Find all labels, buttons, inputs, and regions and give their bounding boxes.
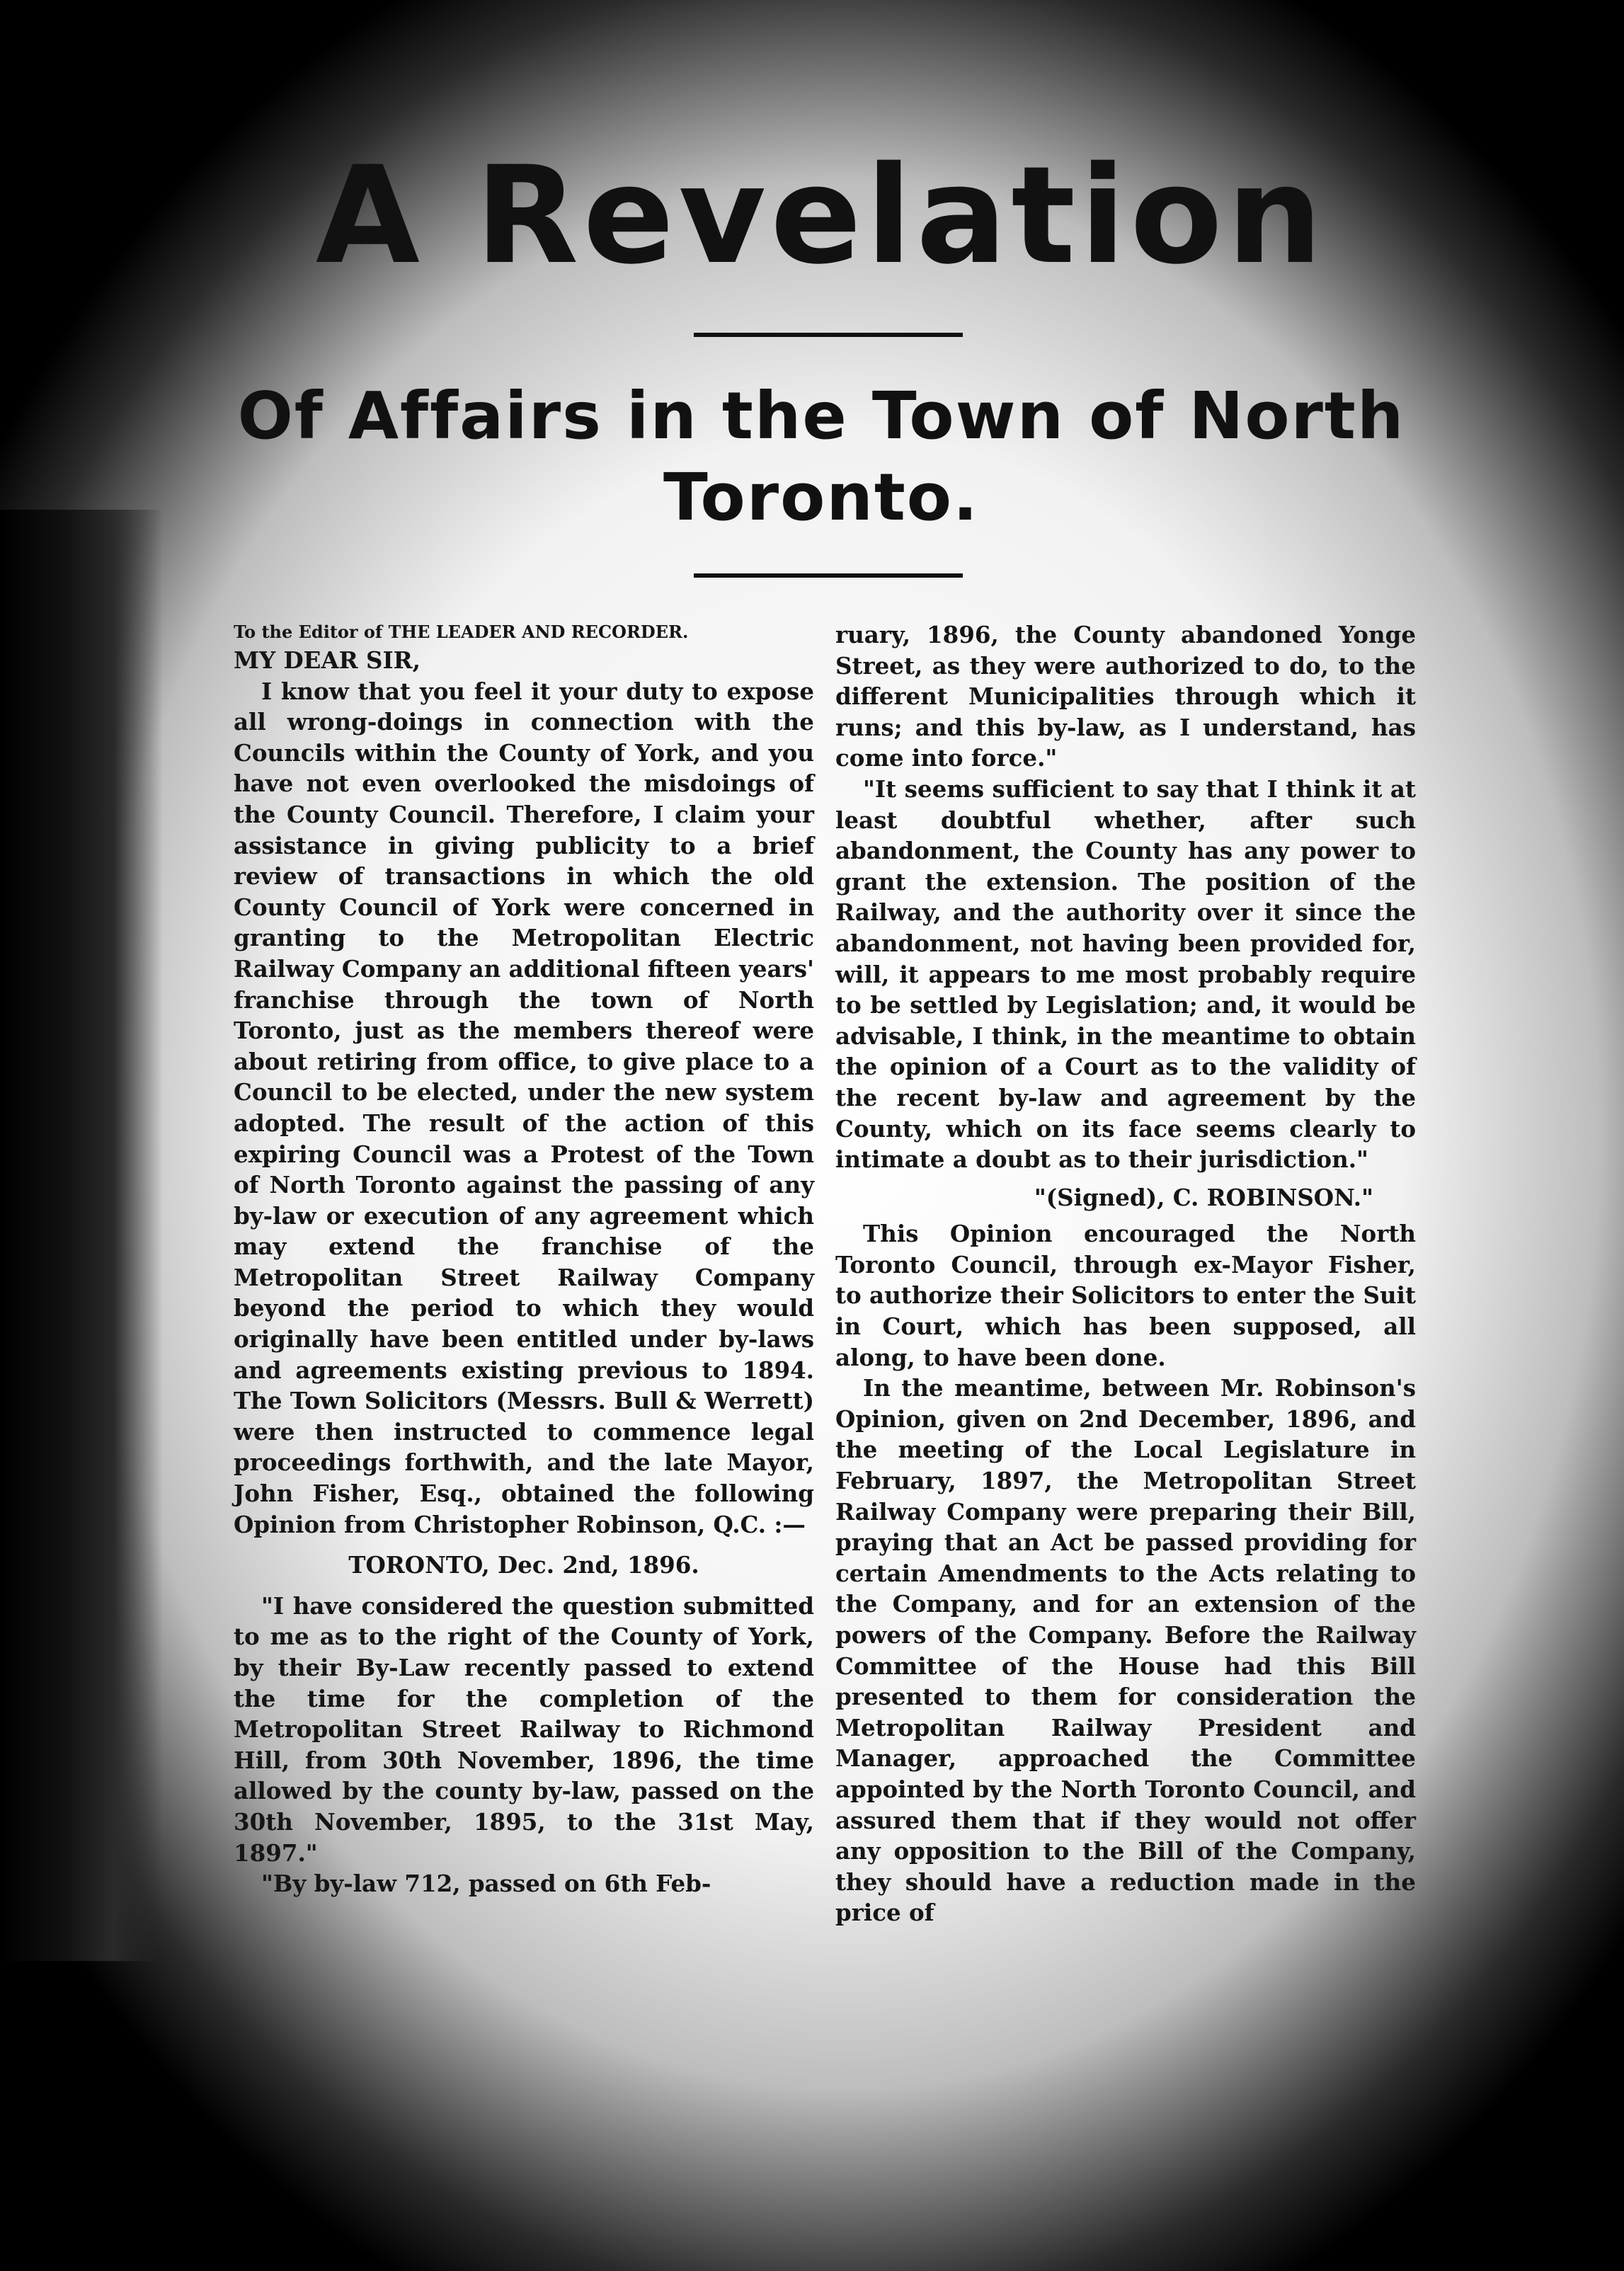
opinion-paragraph: "By by-law 712, passed on 6th Feb- bbox=[261, 1870, 711, 1898]
dateline: TORONTO, Dec. 2nd, 1896. bbox=[348, 1551, 699, 1579]
letter-paragraph: I know that you feel it your duty to expose all wrong-doings in connection with the Councils within the County of York, and you have not even overlooked the misdoings of the County Council. Therefore, I claim your assistance in giving publicity to a brief review of transactions in which the old County Council of York were concerned in granting to the Metropolitan Electric Railway Company an additional fifteen years' franchise through the town of North Toronto, just as the members thereof were about retiring from office, to give place to a Council to be elected, under the new system adopted. The result of the action of this expiring Council was a Protest of the Town of North Toronto against the passing of any by-law or execution of any agreement which may extend the franchise of the Metropolitan Street Railway Company beyond the period to which they would originally have been entitled under by-laws and agreements existing previous to 1894. The Town Solicitors (Messrs. Bull & Werrett) were then instructed to commence legal proceedings forthwith, and the late Mayor, John Fisher, Esq., obtained the following Opinion from Christopher Robinson, Q.C. :— bbox=[234, 677, 814, 1538]
binding-edge bbox=[0, 510, 163, 1961]
article-subtitle: Of Affairs in the Town of North Toronto. bbox=[237, 378, 1405, 535]
salutation: MY DEAR SIR, bbox=[234, 646, 421, 674]
article-title: A Revelation bbox=[315, 137, 1327, 294]
left-column bbox=[234, 619, 814, 1899]
opinion-paragraph: "It seems sufficient to say that I think it at least doubtful whether, after such abandonment, the County has any power to grant the extension. The position of the Railway, and the authority over it since the abandonment, not having been provided for, will, it appears to me most probably require to be settled by Legislation; and, it would be advisable, I think, in the meantime to obtain the opinion of a Court as to the validity of the recent by-law and agreement by the County, which on its face seems clearly to intimate a doubt as to their jurisdiction." bbox=[835, 774, 1416, 1174]
signature-line: "(Signed), C. ROBINSON." bbox=[1034, 1183, 1373, 1211]
right-column bbox=[835, 619, 1416, 1928]
opinion-paragraph: ruary, 1896, the County abandoned Yonge Street, as they were authorized to do, to the different Municipalities through which it runs; and this by-law, as I understand, has come into force." bbox=[835, 621, 1416, 772]
letter-paragraph: In the meantime, between Mr. Robinson's Opinion, given on 2nd December, 1896, and the meeting of the Local Legislature in February, 1897, the Metropolitan Street Railway Company were preparing their Bill, praying that an Act be passed providing for certain Amendments to the Acts relating to the Company, and for an extension of the powers of the Company. Before the Railway Committee of the House had this Bill presented to them for consideration the Metropolitan Railway President and Manager, approached the Committee appointed by the North Toronto Council, and assured them that if they would not offer any opposition to the Bill of the Company, they should have a reduction made in the price of bbox=[835, 1374, 1416, 1927]
letter-paragraph: This Opinion encouraged the North Toronto Council, through ex-Mayor Fisher, to authorize their Solicitors to enter the Suit in Court, which has been supposed, all along, to have been done. bbox=[835, 1220, 1416, 1371]
title-divider bbox=[694, 333, 963, 337]
newspaper-page bbox=[205, 120, 1437, 2032]
addressee-line: To the Editor of THE LEADER AND RECORDER. bbox=[234, 622, 689, 642]
opinion-paragraph: "I have considered the question submitted to me as to the right of the County of York, by their By-Law recently passed to extend the time for the completion of the Metropolitan Street Railway to Richmond Hill, from 30th November, 1896, the time allowed by the county by-law, passed on the 30th November, 1895, to the 31st May, 1897." bbox=[234, 1591, 814, 1867]
subtitle-divider bbox=[694, 573, 963, 578]
